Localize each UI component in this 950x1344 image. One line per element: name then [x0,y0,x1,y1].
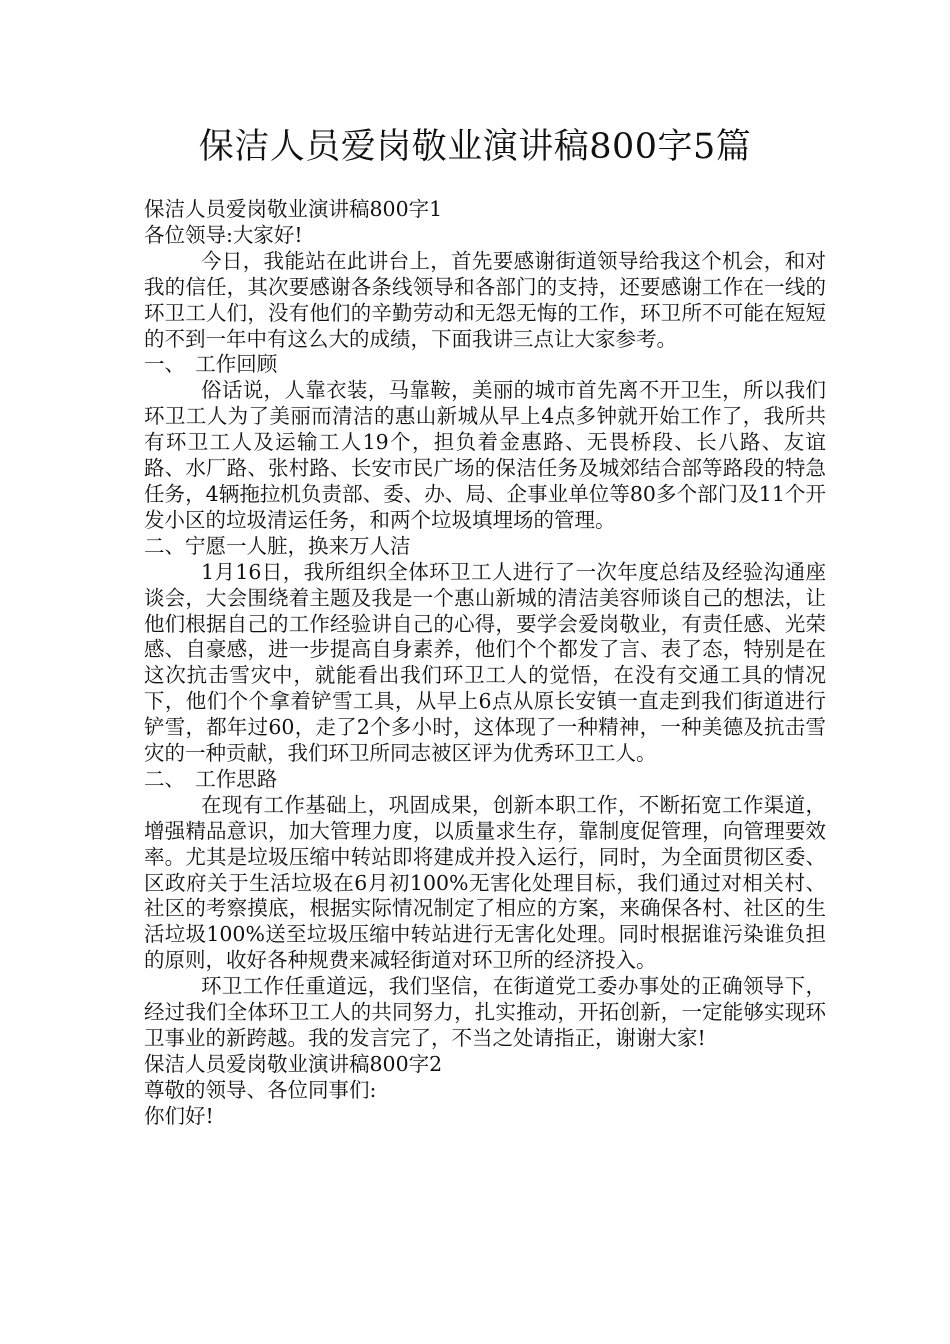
section-heading-speech-2: 保洁人员爱岗敬业演讲稿800字2 [144,1051,443,1076]
paragraph-meeting: 1月16日，我所组织全体环卫工人进行了一次年度总结及经验沟通座谈会，大会围绕着主题及我是一个惠山新城的清洁美容师谈自己的想法，让他们根据自己的工作经验讲自己的心得，要学会爱岗敬业，有责任感、光荣感、自豪感，进一步提高自身素养，他们个个都发了言、表了态，特别是在这次抗击雪灾中，就能看出我们环卫工人的觉悟，在没有交通工具的情况下，他们个个拿着铲雪工具，从早上6点从原长安镇一直走到我们街道进行铲雪，都年过60，走了2个多小时，这体现了一种精神，一种美德及抗击雪灾的一种贡献，我们环卫所同志被区评为优秀环卫工人。 [144,559,826,766]
section-heading-work-review: 一、 工作回顾 [144,352,278,377]
document-title: 保洁人员爱岗敬业演讲稿800字5篇 [198,127,752,167]
paragraph-intro: 今日，我能站在此讲台上，首先要感谢街道领导给我这个机会，和对我的信任，其次要感谢各条线领导和各部门的支持，还要感谢工作在一线的环卫工人们，没有他们的辛勤劳动和无怨无悔的工作，环卫所不可能在短短的不到一年中有这么大的成绩，下面我讲三点让大家参考。 [144,248,826,351]
greeting-hello: 你们好! [144,1103,214,1128]
section-heading-speech-1: 保洁人员爱岗敬业演讲稿800字1 [144,197,443,221]
section-heading-work-plan: 二、 工作思路 [144,766,278,791]
section-heading-dirty-clean: 二、宁愿一人脏，换来万人洁 [144,533,411,558]
paragraph-work-review: 俗话说，人靠衣装，马靠鞍，美丽的城市首先离不开卫生，所以我们环卫工人为了美丽而清洁的惠山新城从早上4点多钟就开始工作了，我所共有环卫工人及运输工人19个，担负着金惠路、无畏桥段、长八路、友谊路、水厂路、张村路、长安市民广场的保洁任务及城郊结合部等路段的特急任务，4辆拖拉机负责部、委、办、局、企事业单位等80多个部门及11个开发小区的垃圾清运任务，和两个垃圾填埋场的管理。 [144,378,826,532]
paragraph-work-plan: 在现有工作基础上，巩固成果，创新本职工作，不断拓宽工作渠道，增强精品意识，加大管理力度，以质量求生存，靠制度促管理，向管理要效率。尤其是垃圾压缩中转站即将建成并投入运行，同时，为全面贯彻区委、区政府关于生活垃圾在6月初100%无害化处理目标，我们通过对相关村、社区的考察摸底，根据实际情况制定了相应的方案，来确保各村、社区的生活垃圾100%送至垃圾压缩中转站进行无害化处理。同时根据谁污染谁负担的原则，收好各种规费来减轻街道对环卫所的经济投入。 [144,792,826,973]
greeting: 各位领导:大家好! [144,222,303,247]
document-body [144,197,826,1130]
greeting-2: 尊敬的领导、各位同事们: [144,1077,377,1102]
paragraph-closing: 环卫工作任重道远，我们坚信，在街道党工委办事处的正确领导下，经过我们全体环卫工人的共同努力，扎实推动，开拓创新，一定能够实现环卫事业的新跨越。我的发言完了，不当之处请指正，谢谢大家! [144,974,826,1050]
